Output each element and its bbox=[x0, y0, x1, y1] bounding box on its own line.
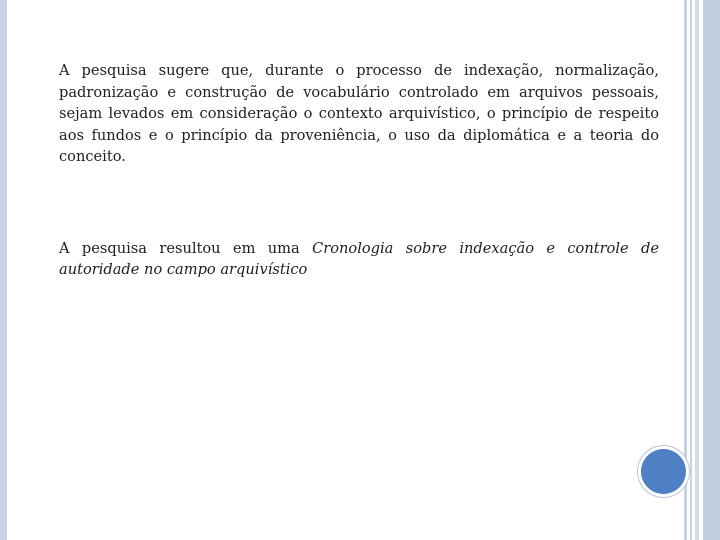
stripe-4 bbox=[703, 0, 720, 540]
paragraph-2 bbox=[59, 238, 659, 281]
left-border-stripe bbox=[0, 0, 7, 540]
right-decorative-stripes bbox=[684, 0, 720, 540]
stripe-2 bbox=[690, 0, 692, 540]
slide-body bbox=[59, 60, 659, 281]
decorative-circle bbox=[641, 449, 686, 494]
paragraph-2-italic: Cronologia sobre indexação e controle de autoridade no campo arquivístico bbox=[59, 239, 659, 278]
paragraph-1: A pesquisa sugere que, durante o processo de indexação, normalização, padronização e construção de vocabulário controlado em arquivos pessoais, sejam levados em consideração o contexto arquivístico, o princípio de respeito aos fundos e o princípio da proveniência, o uso da diplomática e a teoria do conceito. bbox=[59, 62, 659, 165]
stripe-3 bbox=[695, 0, 699, 540]
stripe-1 bbox=[684, 0, 687, 540]
paragraph-2-lead: A pesquisa resultou em uma bbox=[59, 239, 313, 257]
